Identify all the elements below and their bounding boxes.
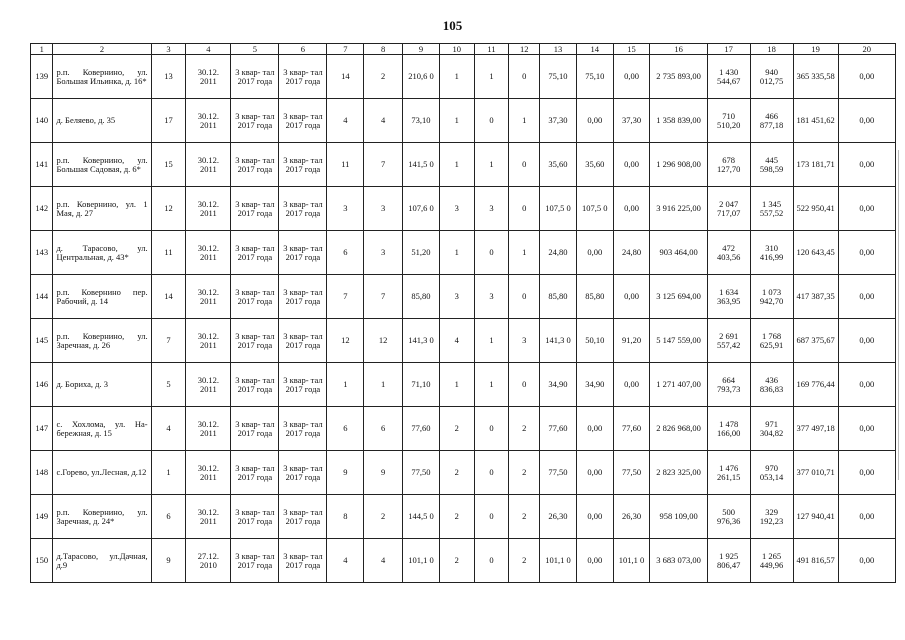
amount-col-20: 0,00	[838, 319, 895, 363]
cell-col-10: 1	[439, 99, 474, 143]
cell-col-13: 77,60	[540, 407, 577, 451]
cell-col-7: 11	[327, 143, 364, 187]
area: 141,3 0	[403, 319, 440, 363]
period-start: 3 квар- тал 2017 года	[231, 55, 279, 99]
cell-col-14: 0,00	[576, 495, 613, 539]
date: 30.12. 2011	[186, 495, 231, 539]
cell-col-15: 0,00	[613, 275, 650, 319]
column-header: 19	[793, 44, 838, 55]
period-start: 3 квар- тал 2017 года	[231, 275, 279, 319]
total-amount: 2 826 968,00	[650, 407, 707, 451]
period-start: 3 квар- тал 2017 года	[231, 143, 279, 187]
cell-col-10: 2	[439, 407, 474, 451]
amount-col-18: 466 877,18	[750, 99, 793, 143]
area: 107,6 0	[403, 187, 440, 231]
amount-col-19: 365 335,58	[793, 55, 838, 99]
table-row	[31, 451, 896, 495]
column-header: 3	[151, 44, 186, 55]
cell-col-8: 4	[364, 539, 403, 583]
amount-col-19: 127 940,41	[793, 495, 838, 539]
cell-col-12: 0	[509, 275, 540, 319]
table-row	[31, 231, 896, 275]
row-number: 149	[31, 495, 53, 539]
address: с.Горево, ул.Лесная, д.12	[53, 451, 151, 495]
header-row	[31, 44, 896, 55]
table-body	[31, 55, 896, 583]
row-number: 142	[31, 187, 53, 231]
amount-col-19: 491 816,57	[793, 539, 838, 583]
cell-col-15: 91,20	[613, 319, 650, 363]
register-table-container	[30, 43, 896, 583]
period-start: 3 квар- тал 2017 года	[231, 187, 279, 231]
total-amount: 3 125 694,00	[650, 275, 707, 319]
amount-col-19: 687 375,67	[793, 319, 838, 363]
cell-col-10: 1	[439, 55, 474, 99]
cell-col-14: 35,60	[576, 143, 613, 187]
total-amount: 2 823 325,00	[650, 451, 707, 495]
cell-col-7: 1	[327, 363, 364, 407]
row-number: 147	[31, 407, 53, 451]
cell-col-11: 0	[474, 539, 509, 583]
column-header: 7	[327, 44, 364, 55]
cell-col-14: 0,00	[576, 99, 613, 143]
cell-col-8: 4	[364, 99, 403, 143]
amount-col-17: 710 510,20	[707, 99, 750, 143]
total-amount: 3 916 225,00	[650, 187, 707, 231]
row-number: 141	[31, 143, 53, 187]
cell-col-11: 3	[474, 187, 509, 231]
amount-col-19: 173 181,71	[793, 143, 838, 187]
column-header: 14	[576, 44, 613, 55]
amount-col-17: 2 691 557,42	[707, 319, 750, 363]
period-start: 3 квар- тал 2017 года	[231, 451, 279, 495]
cell-col-12: 0	[509, 187, 540, 231]
cell-col-8: 2	[364, 55, 403, 99]
cell-col-8: 3	[364, 187, 403, 231]
amount-col-20: 0,00	[838, 55, 895, 99]
column-header: 13	[540, 44, 577, 55]
period-end: 3 квар- тал 2017 года	[279, 231, 327, 275]
cell-col-15: 77,60	[613, 407, 650, 451]
amount-col-19: 377 010,71	[793, 451, 838, 495]
cell-col-14: 0,00	[576, 539, 613, 583]
total-amount: 1 358 839,00	[650, 99, 707, 143]
cell-col-15: 26,30	[613, 495, 650, 539]
cell-col-12: 1	[509, 231, 540, 275]
area: 85,80	[403, 275, 440, 319]
amount-col-18: 445 598,59	[750, 143, 793, 187]
table-row	[31, 99, 896, 143]
amount-col-20: 0,00	[838, 143, 895, 187]
cell-col-7: 3	[327, 187, 364, 231]
address: д. Тарасово, ул. Центральная, д. 43*	[53, 231, 151, 275]
area: 144,5 0	[403, 495, 440, 539]
period-end: 3 квар- тал 2017 года	[279, 539, 327, 583]
date: 30.12. 2011	[186, 451, 231, 495]
cell-col-3: 13	[151, 55, 186, 99]
column-header: 12	[509, 44, 540, 55]
total-amount: 3 683 073,00	[650, 539, 707, 583]
cell-col-11: 1	[474, 143, 509, 187]
period-end: 3 квар- тал 2017 года	[279, 187, 327, 231]
cell-col-7: 6	[327, 407, 364, 451]
amount-col-17: 1 476 261,15	[707, 451, 750, 495]
scan-edge-mark	[898, 150, 899, 480]
period-start: 3 квар- тал 2017 года	[231, 319, 279, 363]
amount-col-20: 0,00	[838, 363, 895, 407]
column-header: 1	[31, 44, 53, 55]
cell-col-15: 0,00	[613, 55, 650, 99]
column-header: 16	[650, 44, 707, 55]
column-header: 20	[838, 44, 895, 55]
period-end: 3 квар- тал 2017 года	[279, 451, 327, 495]
cell-col-15: 101,1 0	[613, 539, 650, 583]
area: 141,5 0	[403, 143, 440, 187]
cell-col-13: 75,10	[540, 55, 577, 99]
amount-col-17: 472 403,56	[707, 231, 750, 275]
cell-col-11: 1	[474, 55, 509, 99]
cell-col-7: 4	[327, 539, 364, 583]
period-end: 3 квар- тал 2017 года	[279, 143, 327, 187]
cell-col-8: 12	[364, 319, 403, 363]
amount-col-18: 329 192,23	[750, 495, 793, 539]
period-start: 3 квар- тал 2017 года	[231, 99, 279, 143]
table-row	[31, 187, 896, 231]
amount-col-17: 1 925 806,47	[707, 539, 750, 583]
date: 27.12. 2010	[186, 539, 231, 583]
cell-col-15: 37,30	[613, 99, 650, 143]
cell-col-15: 24,80	[613, 231, 650, 275]
cell-col-14: 107,5 0	[576, 187, 613, 231]
cell-col-12: 2	[509, 407, 540, 451]
cell-col-3: 5	[151, 363, 186, 407]
cell-col-14: 50,10	[576, 319, 613, 363]
column-header: 8	[364, 44, 403, 55]
cell-col-3: 4	[151, 407, 186, 451]
cell-col-11: 0	[474, 99, 509, 143]
amount-col-20: 0,00	[838, 275, 895, 319]
cell-col-8: 6	[364, 407, 403, 451]
table-row	[31, 275, 896, 319]
period-end: 3 квар- тал 2017 года	[279, 363, 327, 407]
row-number: 144	[31, 275, 53, 319]
amount-col-19: 417 387,35	[793, 275, 838, 319]
date: 30.12. 2011	[186, 275, 231, 319]
amount-col-20: 0,00	[838, 99, 895, 143]
cell-col-14: 0,00	[576, 407, 613, 451]
cell-col-12: 0	[509, 143, 540, 187]
cell-col-14: 85,80	[576, 275, 613, 319]
area: 51,20	[403, 231, 440, 275]
cell-col-11: 1	[474, 319, 509, 363]
cell-col-12: 0	[509, 55, 540, 99]
cell-col-13: 107,5 0	[540, 187, 577, 231]
cell-col-13: 34,90	[540, 363, 577, 407]
address: р.п. Ковернино, ул. 1 Мая, д. 27	[53, 187, 151, 231]
date: 30.12. 2011	[186, 99, 231, 143]
table-row	[31, 363, 896, 407]
total-amount: 1 296 908,00	[650, 143, 707, 187]
column-header: 9	[403, 44, 440, 55]
cell-col-10: 2	[439, 539, 474, 583]
amount-col-18: 436 836,83	[750, 363, 793, 407]
cell-col-8: 1	[364, 363, 403, 407]
amount-col-18: 1 345 557,52	[750, 187, 793, 231]
area: 77,50	[403, 451, 440, 495]
cell-col-13: 26,30	[540, 495, 577, 539]
cell-col-12: 3	[509, 319, 540, 363]
address: р.п. Ковернино, ул. Большая Ильинка, д. 16*	[53, 55, 151, 99]
cell-col-3: 7	[151, 319, 186, 363]
period-end: 3 квар- тал 2017 года	[279, 99, 327, 143]
cell-col-13: 35,60	[540, 143, 577, 187]
address: р.п. Ковернино пер. Рабочий, д. 14	[53, 275, 151, 319]
page-number: 105	[442, 18, 463, 33]
total-amount: 903 464,00	[650, 231, 707, 275]
total-amount: 2 735 893,00	[650, 55, 707, 99]
cell-col-8: 7	[364, 275, 403, 319]
cell-col-11: 0	[474, 495, 509, 539]
amount-col-18: 1 768 625,91	[750, 319, 793, 363]
area: 101,1 0	[403, 539, 440, 583]
cell-col-12: 0	[509, 363, 540, 407]
cell-col-11: 3	[474, 275, 509, 319]
table-row	[31, 319, 896, 363]
cell-col-10: 1	[439, 363, 474, 407]
date: 30.12. 2011	[186, 187, 231, 231]
cell-col-3: 12	[151, 187, 186, 231]
cell-col-11: 1	[474, 363, 509, 407]
row-number: 143	[31, 231, 53, 275]
cell-col-8: 3	[364, 231, 403, 275]
period-start: 3 квар- тал 2017 года	[231, 495, 279, 539]
column-header: 6	[279, 44, 327, 55]
row-number: 140	[31, 99, 53, 143]
cell-col-10: 1	[439, 231, 474, 275]
cell-col-12: 1	[509, 99, 540, 143]
amount-col-19: 181 451,62	[793, 99, 838, 143]
amount-col-20: 0,00	[838, 451, 895, 495]
cell-col-7: 9	[327, 451, 364, 495]
cell-col-13: 85,80	[540, 275, 577, 319]
cell-col-14: 0,00	[576, 231, 613, 275]
cell-col-15: 0,00	[613, 363, 650, 407]
amount-col-17: 2 047 717,07	[707, 187, 750, 231]
cell-col-12: 2	[509, 495, 540, 539]
amount-col-20: 0,00	[838, 187, 895, 231]
cell-col-10: 4	[439, 319, 474, 363]
cell-col-7: 4	[327, 99, 364, 143]
amount-col-19: 120 643,45	[793, 231, 838, 275]
area: 73,10	[403, 99, 440, 143]
amount-col-18: 1 073 942,70	[750, 275, 793, 319]
amount-col-19: 169 776,44	[793, 363, 838, 407]
table-row	[31, 55, 896, 99]
cell-col-13: 141,3 0	[540, 319, 577, 363]
amount-col-18: 971 304,82	[750, 407, 793, 451]
date: 30.12. 2011	[186, 407, 231, 451]
date: 30.12. 2011	[186, 231, 231, 275]
cell-col-11: 0	[474, 407, 509, 451]
date: 30.12. 2011	[186, 55, 231, 99]
cell-col-7: 14	[327, 55, 364, 99]
cell-col-15: 77,50	[613, 451, 650, 495]
cell-col-3: 1	[151, 451, 186, 495]
period-end: 3 квар- тал 2017 года	[279, 407, 327, 451]
amount-col-17: 500 976,36	[707, 495, 750, 539]
amount-col-17: 664 793,73	[707, 363, 750, 407]
register-table	[30, 43, 896, 583]
row-number: 139	[31, 55, 53, 99]
address: с. Хохлома, ул. На- бережная, д. 15	[53, 407, 151, 451]
cell-col-12: 2	[509, 451, 540, 495]
period-end: 3 квар- тал 2017 года	[279, 275, 327, 319]
cell-col-8: 7	[364, 143, 403, 187]
cell-col-10: 2	[439, 451, 474, 495]
amount-col-17: 1 430 544,67	[707, 55, 750, 99]
amount-col-18: 310 416,99	[750, 231, 793, 275]
cell-col-15: 0,00	[613, 143, 650, 187]
amount-col-17: 1 634 363,95	[707, 275, 750, 319]
column-header: 2	[53, 44, 151, 55]
cell-col-3: 17	[151, 99, 186, 143]
address: р.п. Ковернино, ул. Заречная, д. 24*	[53, 495, 151, 539]
cell-col-14: 34,90	[576, 363, 613, 407]
area: 71,10	[403, 363, 440, 407]
cell-col-11: 0	[474, 231, 509, 275]
column-header: 17	[707, 44, 750, 55]
cell-col-10: 2	[439, 495, 474, 539]
cell-col-8: 2	[364, 495, 403, 539]
amount-col-18: 940 012,75	[750, 55, 793, 99]
cell-col-10: 3	[439, 275, 474, 319]
cell-col-13: 37,30	[540, 99, 577, 143]
cell-col-13: 77,50	[540, 451, 577, 495]
area: 77,60	[403, 407, 440, 451]
cell-col-14: 0,00	[576, 451, 613, 495]
cell-col-7: 12	[327, 319, 364, 363]
column-header: 18	[750, 44, 793, 55]
table-row	[31, 495, 896, 539]
row-number: 150	[31, 539, 53, 583]
amount-col-20: 0,00	[838, 495, 895, 539]
row-number: 148	[31, 451, 53, 495]
table-row	[31, 407, 896, 451]
amount-col-20: 0,00	[838, 231, 895, 275]
cell-col-3: 6	[151, 495, 186, 539]
cell-col-3: 14	[151, 275, 186, 319]
address: д. Бориха, д. 3	[53, 363, 151, 407]
period-end: 3 квар- тал 2017 года	[279, 319, 327, 363]
period-start: 3 квар- тал 2017 года	[231, 539, 279, 583]
cell-col-7: 7	[327, 275, 364, 319]
cell-col-15: 0,00	[613, 187, 650, 231]
cell-col-8: 9	[364, 451, 403, 495]
address: д. Беляево, д. 35	[53, 99, 151, 143]
amount-col-17: 1 478 166,00	[707, 407, 750, 451]
row-number: 145	[31, 319, 53, 363]
cell-col-10: 3	[439, 187, 474, 231]
table-header	[31, 44, 896, 55]
total-amount: 958 109,00	[650, 495, 707, 539]
amount-col-19: 522 950,41	[793, 187, 838, 231]
cell-col-3: 11	[151, 231, 186, 275]
amount-col-18: 970 053,14	[750, 451, 793, 495]
column-header: 5	[231, 44, 279, 55]
cell-col-7: 8	[327, 495, 364, 539]
table-row	[31, 143, 896, 187]
cell-col-14: 75,10	[576, 55, 613, 99]
period-start: 3 квар- тал 2017 года	[231, 231, 279, 275]
cell-col-10: 1	[439, 143, 474, 187]
cell-col-3: 9	[151, 539, 186, 583]
amount-col-20: 0,00	[838, 407, 895, 451]
date: 30.12. 2011	[186, 363, 231, 407]
total-amount: 1 271 407,00	[650, 363, 707, 407]
period-end: 3 квар- тал 2017 года	[279, 495, 327, 539]
period-end: 3 квар- тал 2017 года	[279, 55, 327, 99]
column-header: 4	[186, 44, 231, 55]
amount-col-17: 678 127,70	[707, 143, 750, 187]
amount-col-19: 377 497,18	[793, 407, 838, 451]
amount-col-20: 0,00	[838, 539, 895, 583]
cell-col-7: 6	[327, 231, 364, 275]
column-header: 15	[613, 44, 650, 55]
cell-col-3: 15	[151, 143, 186, 187]
period-start: 3 квар- тал 2017 года	[231, 407, 279, 451]
cell-col-13: 101,1 0	[540, 539, 577, 583]
date: 30.12. 2011	[186, 143, 231, 187]
row-number: 146	[31, 363, 53, 407]
period-start: 3 квар- тал 2017 года	[231, 363, 279, 407]
cell-col-13: 24,80	[540, 231, 577, 275]
area: 210,6 0	[403, 55, 440, 99]
total-amount: 5 147 559,00	[650, 319, 707, 363]
cell-col-11: 0	[474, 451, 509, 495]
table-row	[31, 539, 896, 583]
cell-col-12: 2	[509, 539, 540, 583]
column-header: 11	[474, 44, 509, 55]
date: 30.12. 2011	[186, 319, 231, 363]
address: р.п. Ковернино, ул. Заречная, д. 26	[53, 319, 151, 363]
address: д.Тарасово, ул.Дачная, д.9	[53, 539, 151, 583]
address: р.п. Ковернино, ул. Большая Садовая, д. 6*	[53, 143, 151, 187]
column-header: 10	[439, 44, 474, 55]
amount-col-18: 1 265 449,96	[750, 539, 793, 583]
